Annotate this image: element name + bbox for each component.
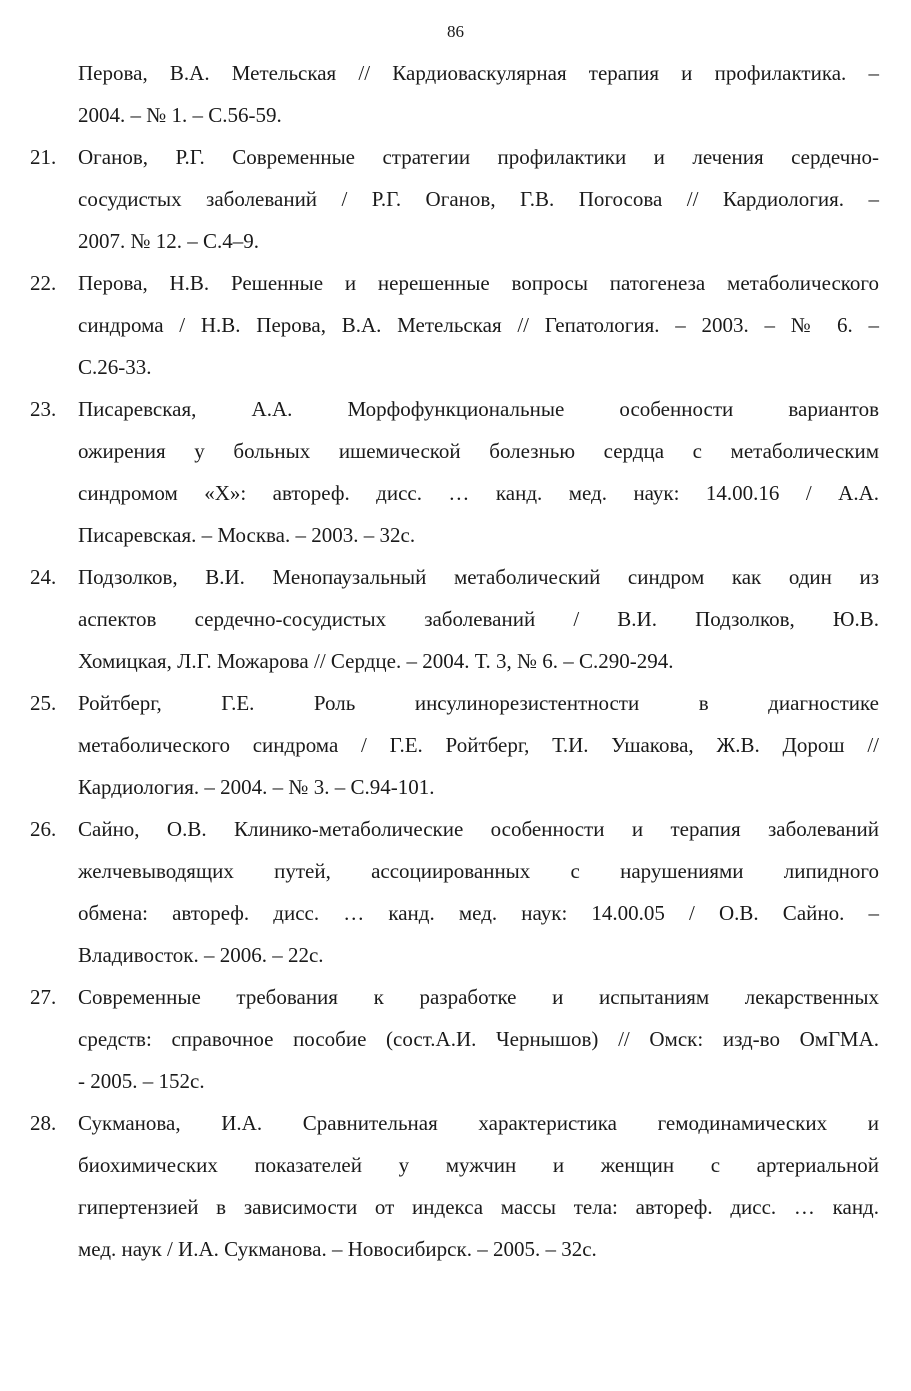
reference-line: Ройтберг, Г.Е. Роль инсулинорезистентности в диагностике [78,691,879,715]
reference-line: Оганов, Р.Г. Современные стратегии профилактики и лечения сердечно- [78,145,879,169]
reference-number: 23. [30,397,57,421]
reference-line: Хомицкая, Л.Г. Можарова // Сердце. – 2004. Т. 3, № 6. – С.290-294. [78,649,674,673]
reference-line: биохимических показателей у мужчин и женщин с артериальной [78,1153,879,1177]
reference-line: Писаревская. – Москва. – 2003. – 32с. [78,523,416,547]
page-number: 86 [447,22,464,41]
reference-number: 24. [30,565,57,589]
reference-number: 22. [30,271,57,295]
reference-line: Перова, Н.В. Решенные и нерешенные вопросы патогенеза метаболического [78,271,879,295]
reference-number: 28. [30,1111,57,1135]
reference-line: обмена: автореф. дисс. … канд. мед. наук: 14.00.05 / О.В. Сайно. – [78,901,879,925]
reference-line: аспектов сердечно-сосудистых заболеваний / В.И. Подзолков, Ю.В. [78,607,879,631]
reference-line: желчевыводящих путей, ассоциированных с нарушениями липидного [78,859,879,883]
reference-line: метаболического синдрома / Г.Е. Ройтберг, Т.И. Ушакова, Ж.В. Дорош // [78,733,879,757]
reference-line: Кардиология. – 2004. – № 3. – С.94-101. [78,775,435,799]
reference-line: 2004. – № 1. – С.56-59. [78,103,282,127]
reference-line: ожирения у больных ишемической болезнью сердца с метаболическим [78,439,879,463]
reference-line: гипертензией в зависимости от индекса массы тела: автореф. дисс. … канд. [78,1195,879,1219]
reference-number: 21. [30,145,57,169]
reference-number: 26. [30,817,57,841]
reference-line: Сукманова, И.А. Сравнительная характеристика гемодинамических и [78,1111,879,1135]
reference-number: 25. [30,691,57,715]
reference-line: 2007. № 12. – С.4–9. [78,229,260,253]
reference-line: сосудистых заболеваний / Р.Г. Оганов, Г.В. Погосова // Кардиология. – [78,187,879,211]
reference-line: средств: справочное пособие (сост.А.И. Чернышов) // Омск: изд-во ОмГМА. [78,1027,879,1051]
reference-line: Сайно, О.В. Клинико-метаболические особенности и терапия заболеваний [78,817,879,841]
reference-line: синдромом «Х»: автореф. дисс. … канд. мед. наук: 14.00.16 / А.А. [78,481,879,505]
reference-line: синдрома / Н.В. Перова, В.А. Метельская // Гепатология. – 2003. – № 6. – [78,313,879,337]
reference-line: Современные требования к разработке и испытаниям лекарственных [78,985,879,1009]
reference-line: - 2005. – 152с. [78,1069,205,1093]
reference-line: С.26-33. [78,355,152,379]
reference-line: Подзолков, В.И. Менопаузальный метаболический синдром как один из [78,565,879,589]
reference-number: 27. [30,985,57,1009]
reference-line: Владивосток. – 2006. – 22с. [78,943,324,967]
reference-line: Перова, В.А. Метельская // Кардиоваскулярная терапия и профилактика. – [78,61,879,85]
reference-line: мед. наук / И.А. Сукманова. – Новосибирск. – 2005. – 32с. [78,1237,597,1261]
reference-line: Писаревская, А.А. Морфофункциональные особенности вариантов [78,397,879,421]
